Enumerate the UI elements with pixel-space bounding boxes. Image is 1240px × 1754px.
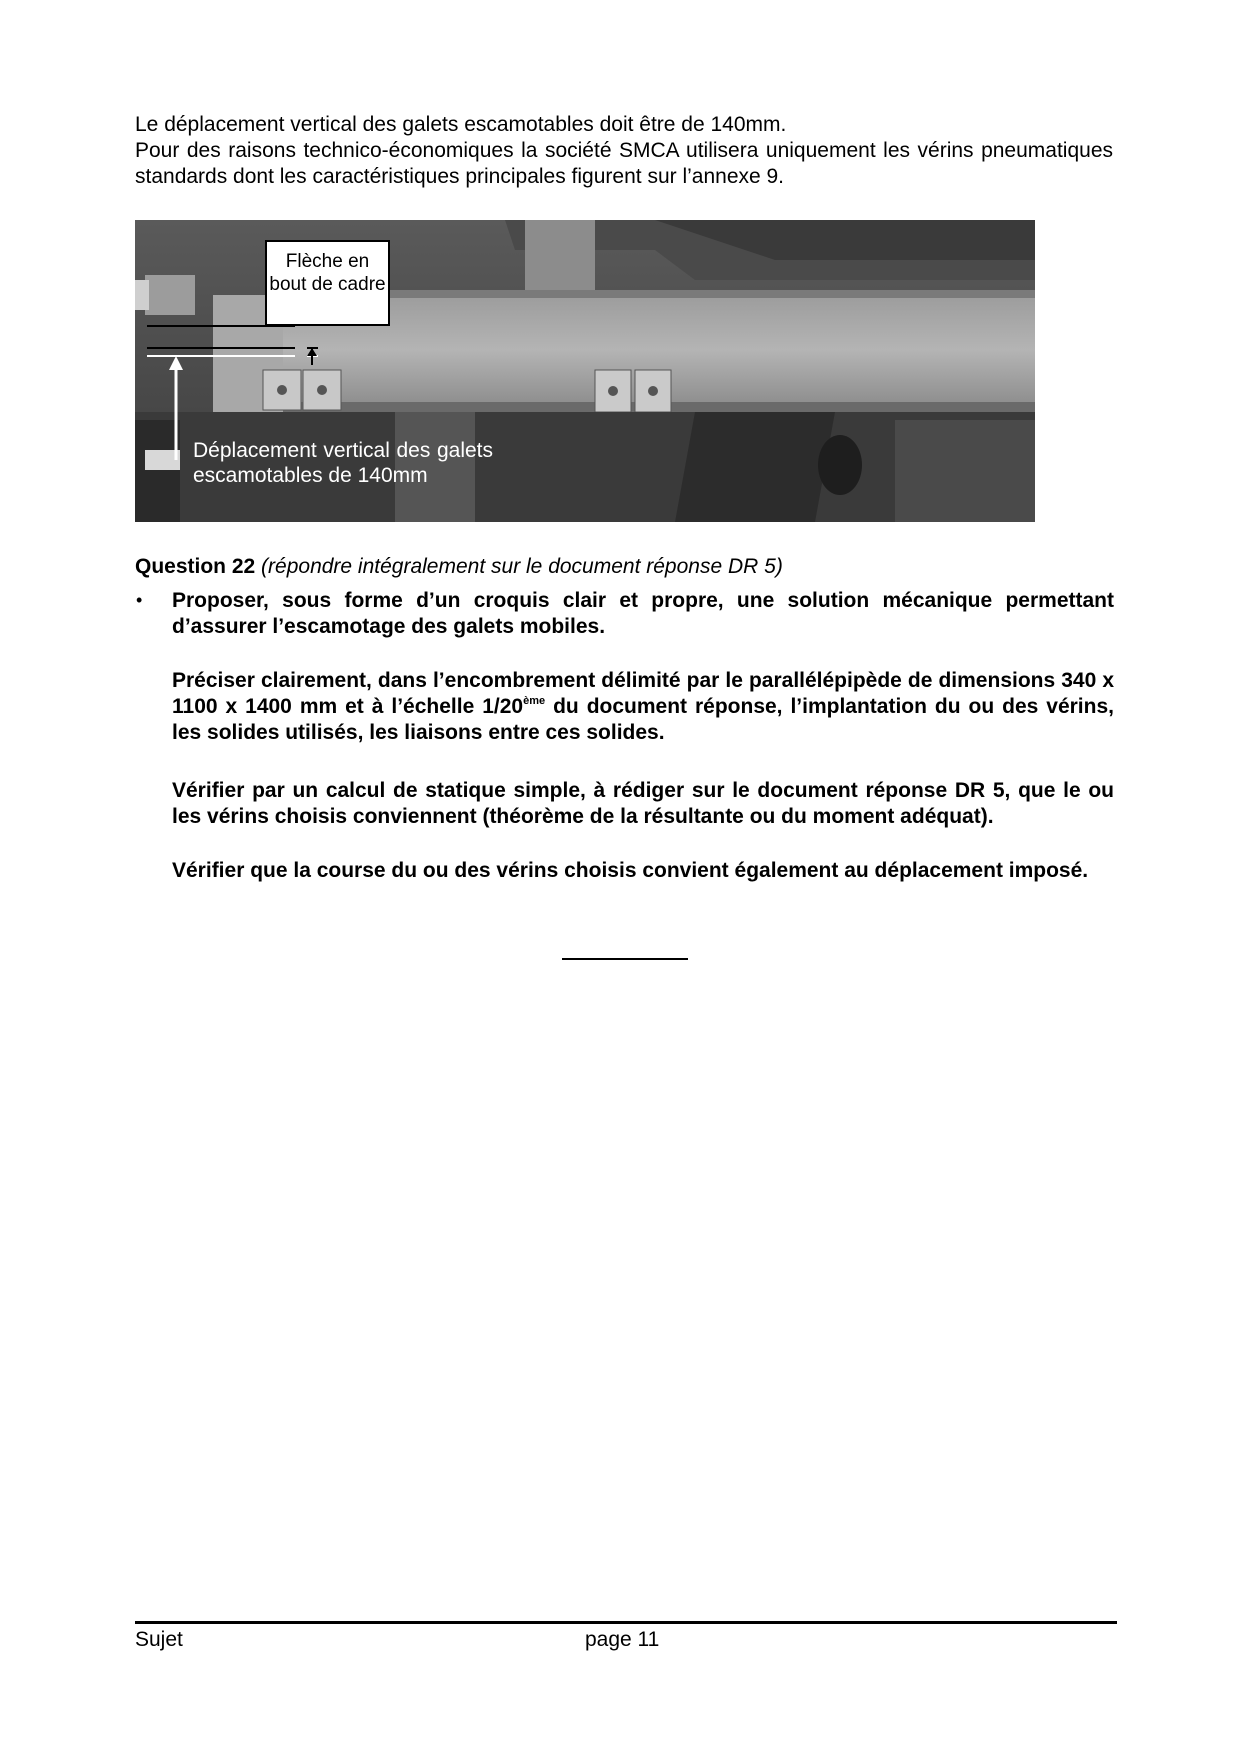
- frame-photo: [135, 220, 1035, 522]
- callout-line-2: bout de cadre: [269, 274, 386, 295]
- intro-line-2: Pour des raisons technico-économiques la société SMCA utilisera uniquement les vérins pneumatiques standards dont les caractéristiques principales figurent sur l’annexe 9.: [135, 139, 1113, 188]
- instruction-verifier-course: Vérifier que la course du ou des vérins choisis convient également au déplacement imposé.: [172, 859, 1089, 882]
- page-number: page 11: [585, 1628, 660, 1651]
- instruction-propose: Proposer, sous forme d’un croquis clair et propre, une solution mécanique permettant d’assurer l’escamotage des galets mobiles.: [172, 589, 1114, 638]
- question-label: Question 22: [135, 555, 256, 578]
- preciser-text-b: du document réponse, l’implantation du ou des vérins, les solides utilisés, les liaisons entre ces solides.: [172, 695, 1114, 744]
- instruction-preciser: [172, 668, 1114, 746]
- intro-paragraph: [135, 112, 1113, 190]
- footer-divider: [135, 1621, 1117, 1624]
- callout-line-1: Flèche en: [285, 251, 370, 272]
- bullet-icon: •: [136, 590, 143, 610]
- callout-fleche: [265, 240, 390, 326]
- preciser-text-a: Préciser clairement, dans l’encombrement délimité par le parallélépipède de dimensions 340 x 1100 x 1400 mm et à l’échelle 1/20: [172, 669, 1114, 718]
- question-heading: [135, 555, 783, 579]
- displacement-label: Déplacement vertical des galets escamotables de 140mm: [193, 439, 493, 487]
- question-note: (répondre intégralement sur le document réponse DR 5): [261, 555, 783, 578]
- intro-line-1: Le déplacement vertical des galets escamotables doit être de 140mm.: [135, 113, 787, 136]
- footer-label: Sujet: [135, 1628, 183, 1651]
- end-divider: [562, 958, 688, 960]
- preciser-superscript: ème: [523, 695, 546, 707]
- instruction-verifier-statique: Vérifier par un calcul de statique simple, à rédiger sur le document réponse DR 5, que le ou les vérins choisis conviennent (théorème de la résultante ou du moment adéquat).: [172, 779, 1114, 828]
